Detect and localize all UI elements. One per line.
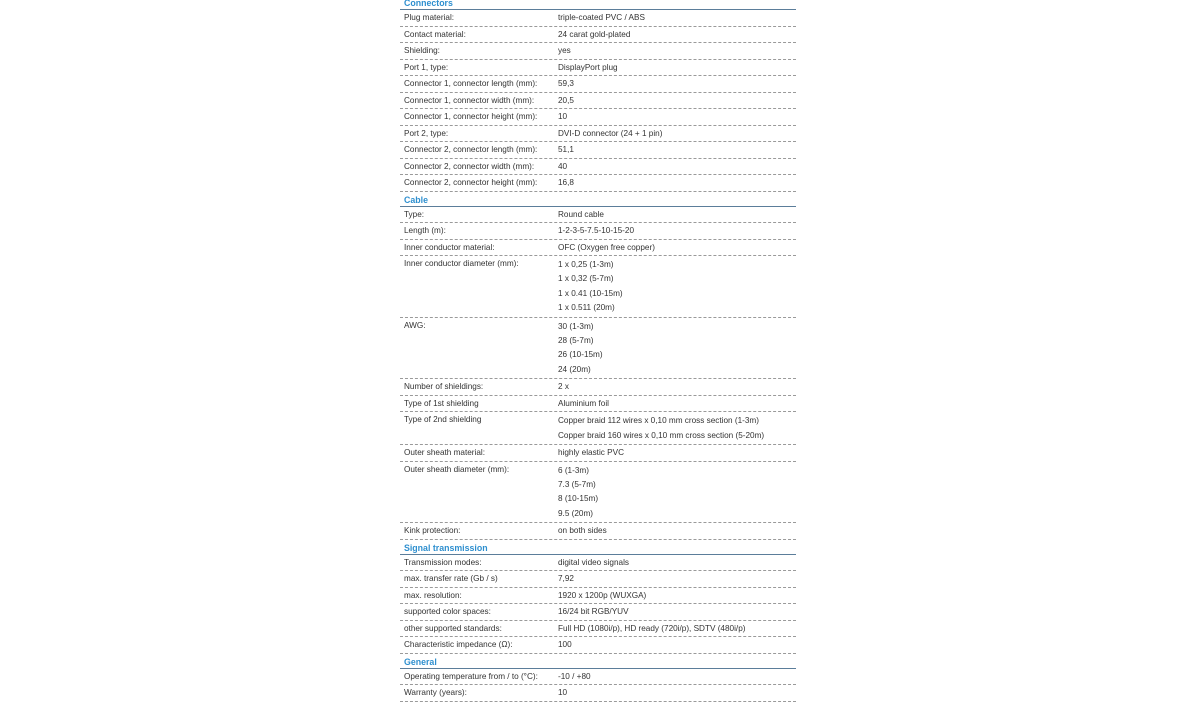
spec-values	[558, 177, 796, 190]
spec-row	[400, 209, 796, 224]
spec-value: 1 x 0,25 (1-3m)	[558, 260, 614, 269]
spec-value: 28 (5-7m)	[558, 336, 594, 346]
spec-label: max. transfer rate (Gb / s)	[404, 574, 498, 584]
spec-values	[558, 62, 796, 75]
spec-value: 2 x	[558, 382, 569, 392]
spec-values	[558, 573, 796, 586]
spec-row	[400, 45, 796, 60]
spec-values	[558, 464, 796, 522]
spec-value: 30 (1-3m)	[558, 321, 594, 331]
spec-value: 6 (1-3m)	[558, 465, 589, 475]
section-title: Connectors	[400, 0, 796, 10]
section-title: Signal transmission	[400, 542, 796, 555]
spec-row	[400, 464, 796, 524]
spec-label: supported color spaces:	[404, 607, 491, 617]
spec-label: AWG:	[404, 320, 426, 330]
spec-value: 100	[558, 640, 572, 650]
spec-label: Number of shieldings:	[404, 382, 484, 392]
spec-value: 24 (20m)	[558, 364, 591, 374]
spec-values	[558, 29, 796, 42]
spec-value: Copper braid 160 wires x 0,10 mm cross section (5-20m)	[558, 430, 765, 440]
spec-values	[558, 144, 796, 157]
spec-values	[558, 78, 796, 91]
spec-values	[558, 398, 796, 411]
spec-row	[400, 447, 796, 462]
section-title: General	[400, 656, 796, 669]
spec-values	[558, 95, 796, 108]
spec-value: 51,1	[558, 145, 574, 154]
spec-value: highly elastic PVC	[558, 448, 624, 458]
spec-value: digital video signals	[558, 557, 630, 567]
spec-label: other supported standards:	[404, 623, 502, 633]
spec-value: -10 / +80	[558, 671, 591, 681]
spec-row	[400, 128, 796, 143]
spec-row	[400, 381, 796, 396]
spec-value: 1 x 0.41 (10-15m)	[558, 288, 623, 298]
spec-label: Connector 2, connector length (mm):	[404, 145, 538, 154]
spec-label: Port 1, type:	[404, 62, 449, 72]
spec-value: Round cable	[558, 209, 604, 219]
spec-row	[400, 320, 796, 380]
spec-values	[558, 381, 796, 394]
spec-values	[558, 606, 796, 619]
spec-values	[558, 128, 796, 141]
section-connectors	[400, 0, 796, 192]
spec-values	[558, 111, 796, 124]
spec-label: max. resolution:	[404, 590, 462, 600]
spec-value: 16/24 bit RGB/YUV	[558, 607, 629, 617]
spec-value: 59,3	[558, 79, 574, 88]
spec-values	[558, 242, 796, 255]
spec-value: yes	[558, 46, 571, 55]
spec-label: Type of 2nd shielding	[404, 415, 482, 425]
spec-label: Outer sheath diameter (mm):	[404, 464, 510, 474]
spec-label: Outer sheath material:	[404, 448, 486, 458]
spec-value: 1 x 0.511 (20m)	[558, 303, 615, 313]
spec-values	[558, 623, 796, 636]
section-signal-transmission	[400, 542, 796, 654]
spec-row	[400, 557, 796, 572]
spec-value: 1920 x 1200p (WUXGA)	[558, 590, 647, 600]
spec-label: Type of 1st shielding	[404, 398, 479, 408]
spec-row	[400, 398, 796, 413]
spec-value: 9.5 (20m)	[558, 508, 594, 518]
spec-label: Connector 1, connector length (mm):	[404, 79, 538, 88]
spec-table	[400, 0, 796, 704]
spec-value: 10	[558, 688, 568, 698]
spec-values	[558, 687, 796, 700]
spec-value: 7.3 (5-7m)	[558, 479, 596, 489]
spec-label: Warranty (years):	[404, 688, 467, 698]
spec-row	[400, 606, 796, 621]
spec-values	[558, 12, 796, 25]
spec-values	[558, 639, 796, 652]
spec-value: Copper braid 112 wires x 0,10 mm cross section (1-3m)	[558, 416, 759, 426]
spec-value: 24 carat gold-plated	[558, 29, 631, 39]
spec-value: 1 x 0,32 (5-7m)	[558, 274, 614, 284]
spec-value: 16,8	[558, 178, 574, 187]
spec-row	[400, 525, 796, 540]
spec-value: DisplayPort plug	[558, 62, 618, 72]
spec-values	[558, 557, 796, 570]
spec-row	[400, 29, 796, 44]
spec-label: Type:	[404, 209, 425, 219]
spec-row	[400, 95, 796, 110]
spec-values	[558, 45, 796, 58]
spec-values	[558, 161, 796, 174]
spec-label: Connector 1, connector height (mm):	[404, 112, 538, 121]
spec-values	[558, 320, 796, 378]
spec-label: Inner conductor material:	[404, 242, 495, 252]
section-general	[400, 656, 796, 702]
spec-label: Length (m):	[404, 226, 446, 235]
spec-value: triple-coated PVC / ABS	[558, 13, 645, 22]
spec-value: Full HD (1080i/p), HD ready (720i/p), SDTV (480i/p)	[558, 623, 746, 633]
spec-row	[400, 671, 796, 686]
spec-value: 7,92	[558, 574, 574, 584]
spec-row	[400, 111, 796, 126]
spec-row	[400, 258, 796, 318]
spec-row	[400, 161, 796, 176]
spec-value: Aluminium foil	[558, 398, 609, 408]
spec-values	[558, 671, 796, 684]
spec-values	[558, 414, 796, 443]
spec-row	[400, 242, 796, 257]
spec-row	[400, 177, 796, 192]
spec-label: Shielding:	[404, 46, 440, 55]
spec-label: Plug material:	[404, 13, 455, 22]
spec-label: Connector 1, connector width (mm):	[404, 95, 535, 105]
spec-values	[558, 590, 796, 603]
spec-row	[400, 78, 796, 93]
spec-value: 20,5	[558, 95, 574, 105]
spec-label: Inner conductor diameter (mm):	[404, 259, 519, 268]
section-title: Cable	[400, 194, 796, 207]
spec-value: 26 (10-15m)	[558, 350, 603, 360]
spec-label: Connector 2, connector height (mm):	[404, 178, 538, 187]
spec-row	[400, 639, 796, 654]
spec-values	[558, 525, 796, 538]
spec-row	[400, 573, 796, 588]
spec-value: on both sides	[558, 526, 607, 536]
spec-value: OFC (Oxygen free copper)	[558, 242, 655, 252]
section-cable	[400, 194, 796, 540]
spec-value: 8 (10-15m)	[558, 494, 599, 504]
spec-row	[400, 62, 796, 77]
spec-row	[400, 144, 796, 159]
spec-value: 40	[558, 161, 568, 171]
spec-label: Characteristic impedance (Ω):	[404, 640, 513, 650]
spec-row	[400, 12, 796, 27]
spec-value: DVI-D connector (24 + 1 pin)	[558, 128, 663, 138]
spec-values	[558, 209, 796, 222]
spec-value: 10	[558, 112, 568, 121]
spec-values	[558, 447, 796, 460]
spec-label: Kink protection:	[404, 526, 461, 536]
spec-label: Operating temperature from / to (°C):	[404, 671, 538, 681]
spec-label: Transmission modes:	[404, 557, 482, 567]
spec-row	[400, 225, 796, 240]
spec-row	[400, 590, 796, 605]
spec-label: Port 2, type:	[404, 128, 449, 138]
spec-label: Connector 2, connector width (mm):	[404, 161, 535, 171]
spec-row	[400, 687, 796, 702]
spec-label: Contact material:	[404, 29, 466, 39]
spec-row	[400, 414, 796, 445]
spec-values	[558, 225, 796, 238]
spec-values	[558, 258, 796, 316]
spec-value: 1-2-3-5-7.5-10-15-20	[558, 226, 635, 235]
